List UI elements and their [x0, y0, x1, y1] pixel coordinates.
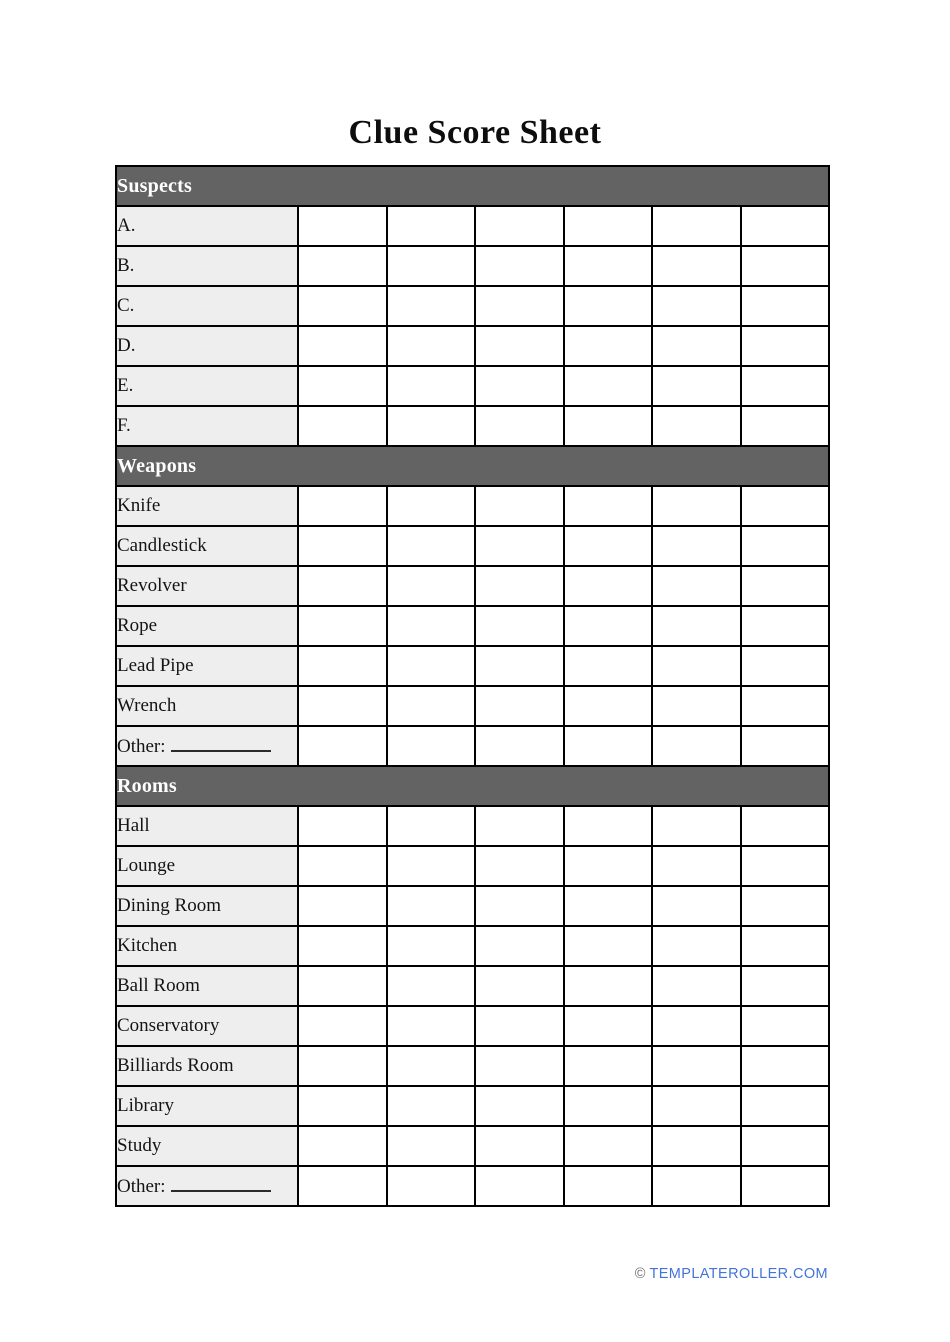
score-cell	[564, 646, 653, 686]
section-row-rooms	[116, 766, 829, 806]
score-cell	[741, 1046, 830, 1086]
row-label-cell	[116, 526, 298, 566]
row-label-cell	[116, 486, 298, 526]
row-label: Library	[117, 1095, 174, 1116]
table-row	[116, 486, 829, 526]
row-label-cell	[116, 326, 298, 366]
brand-link[interactable]: TEMPLATEROLLER.COM	[649, 1266, 828, 1282]
score-cell	[652, 886, 741, 926]
table-row	[116, 886, 829, 926]
score-cell	[741, 926, 830, 966]
score-cell	[652, 246, 741, 286]
score-cell	[298, 966, 387, 1006]
score-cell	[564, 1046, 653, 1086]
row-label: Lead Pipe	[117, 655, 194, 676]
row-label: Wrench	[117, 695, 177, 716]
table-row	[116, 686, 829, 726]
score-cell	[475, 806, 564, 846]
row-label: Study	[117, 1135, 162, 1156]
score-cell	[652, 406, 741, 446]
score-cell	[298, 1166, 387, 1206]
score-cell	[652, 486, 741, 526]
section-header-suspects: Suspects	[116, 166, 829, 206]
row-label-cell	[116, 606, 298, 646]
score-cell	[564, 1126, 653, 1166]
row-label: F.	[117, 415, 131, 436]
score-cell	[298, 846, 387, 886]
table-row	[116, 1126, 829, 1166]
score-cell	[652, 646, 741, 686]
table-row	[116, 406, 829, 446]
score-cell	[652, 1086, 741, 1126]
score-cell	[475, 206, 564, 246]
row-label-cell	[116, 686, 298, 726]
score-cell	[298, 886, 387, 926]
score-cell	[298, 726, 387, 766]
row-label: D.	[117, 335, 136, 356]
score-cell	[298, 366, 387, 406]
score-cell	[652, 726, 741, 766]
score-cell	[741, 526, 830, 566]
score-cell	[741, 486, 830, 526]
score-cell	[475, 526, 564, 566]
score-cell	[387, 1086, 476, 1126]
score-cell	[387, 326, 476, 366]
score-cell	[741, 206, 830, 246]
score-cell	[298, 1046, 387, 1086]
score-cell	[564, 406, 653, 446]
score-cell	[387, 366, 476, 406]
score-cell	[652, 1046, 741, 1086]
score-cell	[741, 1086, 830, 1126]
score-cell	[564, 486, 653, 526]
score-cell	[298, 1086, 387, 1126]
score-cell	[652, 686, 741, 726]
row-label: Billiards Room	[117, 1055, 234, 1076]
score-cell	[298, 286, 387, 326]
score-cell	[741, 1006, 830, 1046]
row-label-cell	[116, 286, 298, 326]
table-row	[116, 926, 829, 966]
score-cell	[387, 206, 476, 246]
score-cell	[475, 606, 564, 646]
score-cell	[298, 526, 387, 566]
row-label: Hall	[117, 815, 150, 836]
score-cell	[741, 806, 830, 846]
score-cell	[475, 406, 564, 446]
score-cell	[475, 886, 564, 926]
table-row	[116, 1086, 829, 1126]
score-cell	[475, 566, 564, 606]
table-row	[116, 1046, 829, 1086]
score-cell	[741, 726, 830, 766]
table-row	[116, 606, 829, 646]
score-cell	[298, 406, 387, 446]
row-label-cell	[116, 846, 298, 886]
score-cell	[652, 1166, 741, 1206]
table-row	[116, 806, 829, 846]
score-cell	[387, 526, 476, 566]
table-row	[116, 966, 829, 1006]
score-cell	[475, 966, 564, 1006]
score-cell	[298, 206, 387, 246]
score-cell	[387, 926, 476, 966]
score-cell	[741, 606, 830, 646]
score-cell	[564, 526, 653, 566]
score-cell	[387, 686, 476, 726]
row-label: Rope	[117, 615, 158, 636]
score-cell	[564, 606, 653, 646]
score-cell	[387, 726, 476, 766]
score-cell	[298, 326, 387, 366]
score-cell	[298, 646, 387, 686]
score-cell	[652, 806, 741, 846]
table-row	[116, 1006, 829, 1046]
score-cell	[564, 286, 653, 326]
row-label: A.	[117, 215, 136, 236]
table-row	[116, 206, 829, 246]
row-label-cell	[116, 726, 298, 766]
score-cell	[564, 326, 653, 366]
score-cell	[564, 1086, 653, 1126]
score-cell	[652, 526, 741, 566]
score-cell	[475, 926, 564, 966]
copyright-symbol: ©	[634, 1266, 646, 1282]
row-label: Kitchen	[117, 935, 178, 956]
score-cell	[652, 846, 741, 886]
score-cell	[475, 686, 564, 726]
fill-in-line	[171, 1175, 271, 1192]
score-cell	[741, 286, 830, 326]
row-label: C.	[117, 295, 135, 316]
score-cell	[298, 606, 387, 646]
row-label: Other:	[117, 1175, 166, 1197]
score-cell	[564, 926, 653, 966]
score-cell	[387, 1006, 476, 1046]
table-row	[116, 1166, 829, 1206]
score-cell	[475, 646, 564, 686]
score-cell	[741, 1126, 830, 1166]
row-label-cell	[116, 886, 298, 926]
score-cell	[387, 886, 476, 926]
row-label-cell	[116, 246, 298, 286]
score-cell	[564, 246, 653, 286]
row-label: E.	[117, 375, 134, 396]
table-row	[116, 526, 829, 566]
table-row	[116, 566, 829, 606]
score-cell	[564, 566, 653, 606]
footer	[115, 1265, 828, 1283]
score-cell	[741, 886, 830, 926]
score-cell	[387, 846, 476, 886]
row-label: Revolver	[117, 575, 187, 596]
score-cell	[652, 366, 741, 406]
score-cell	[741, 1166, 830, 1206]
score-cell	[741, 246, 830, 286]
score-cell	[298, 806, 387, 846]
table-row	[116, 646, 829, 686]
row-label: B.	[117, 255, 135, 276]
score-cell	[564, 206, 653, 246]
score-cell	[387, 806, 476, 846]
score-cell	[475, 1126, 564, 1166]
score-table	[115, 165, 830, 1207]
score-cell	[475, 1166, 564, 1206]
score-cell	[387, 1166, 476, 1206]
score-cell	[387, 1126, 476, 1166]
table-row	[116, 366, 829, 406]
score-cell	[475, 726, 564, 766]
score-cell	[475, 486, 564, 526]
score-cell	[652, 966, 741, 1006]
row-label: Ball Room	[117, 975, 200, 996]
score-cell	[652, 566, 741, 606]
table-row	[116, 246, 829, 286]
score-cell	[741, 846, 830, 886]
score-cell	[387, 606, 476, 646]
score-cell	[741, 686, 830, 726]
score-cell	[564, 846, 653, 886]
page-title: Clue Score Sheet	[348, 114, 602, 151]
score-cell	[564, 806, 653, 846]
table-row	[116, 286, 829, 326]
section-row-weapons	[116, 446, 829, 486]
score-cell	[741, 566, 830, 606]
row-label-cell	[116, 1046, 298, 1086]
score-cell	[564, 686, 653, 726]
score-cell	[652, 926, 741, 966]
row-label-cell	[116, 966, 298, 1006]
score-cell	[564, 366, 653, 406]
section-header-rooms: Rooms	[116, 766, 829, 806]
score-cell	[564, 1006, 653, 1046]
score-cell	[387, 246, 476, 286]
section-row-suspects	[116, 166, 829, 206]
score-cell	[475, 366, 564, 406]
section-header-weapons: Weapons	[116, 446, 829, 486]
score-cell	[298, 926, 387, 966]
score-cell	[564, 886, 653, 926]
row-label-cell	[116, 1126, 298, 1166]
row-label: Conservatory	[117, 1015, 220, 1036]
row-label-cell	[116, 206, 298, 246]
row-label-cell	[116, 926, 298, 966]
row-label-cell	[116, 366, 298, 406]
score-cell	[652, 606, 741, 646]
score-cell	[475, 326, 564, 366]
row-label: Knife	[117, 495, 161, 516]
row-label: Candlestick	[117, 535, 207, 556]
row-label: Dining Room	[117, 895, 221, 916]
score-cell	[387, 406, 476, 446]
score-cell	[652, 1006, 741, 1046]
row-label: Other:	[117, 735, 166, 757]
score-cell	[387, 566, 476, 606]
score-cell	[298, 1006, 387, 1046]
row-label-cell	[116, 406, 298, 446]
score-table-body	[116, 166, 829, 1206]
score-cell	[741, 406, 830, 446]
score-cell	[741, 966, 830, 1006]
score-cell	[387, 286, 476, 326]
score-cell	[741, 326, 830, 366]
score-cell	[298, 566, 387, 606]
score-cell	[475, 1086, 564, 1126]
row-label-cell	[116, 806, 298, 846]
score-cell	[741, 646, 830, 686]
row-label-cell	[116, 1166, 298, 1206]
score-cell	[652, 286, 741, 326]
table-row	[116, 846, 829, 886]
score-cell	[298, 686, 387, 726]
score-cell	[475, 286, 564, 326]
score-cell	[387, 966, 476, 1006]
row-label-cell	[116, 1006, 298, 1046]
fill-in-line	[171, 735, 271, 752]
row-label-cell	[116, 646, 298, 686]
score-cell	[475, 1046, 564, 1086]
row-label: Lounge	[117, 855, 176, 876]
score-cell	[652, 206, 741, 246]
score-cell	[652, 1126, 741, 1166]
score-cell	[387, 486, 476, 526]
table-row	[116, 726, 829, 766]
score-cell	[564, 1166, 653, 1206]
score-cell	[741, 366, 830, 406]
score-cell	[475, 846, 564, 886]
row-label-cell	[116, 1086, 298, 1126]
score-cell	[564, 966, 653, 1006]
row-label-cell	[116, 566, 298, 606]
score-cell	[564, 726, 653, 766]
score-cell	[298, 1126, 387, 1166]
score-cell	[298, 486, 387, 526]
score-cell	[387, 1046, 476, 1086]
score-cell	[475, 246, 564, 286]
score-cell	[652, 326, 741, 366]
score-cell	[475, 1006, 564, 1046]
table-row	[116, 326, 829, 366]
score-cell	[387, 646, 476, 686]
score-cell	[298, 246, 387, 286]
